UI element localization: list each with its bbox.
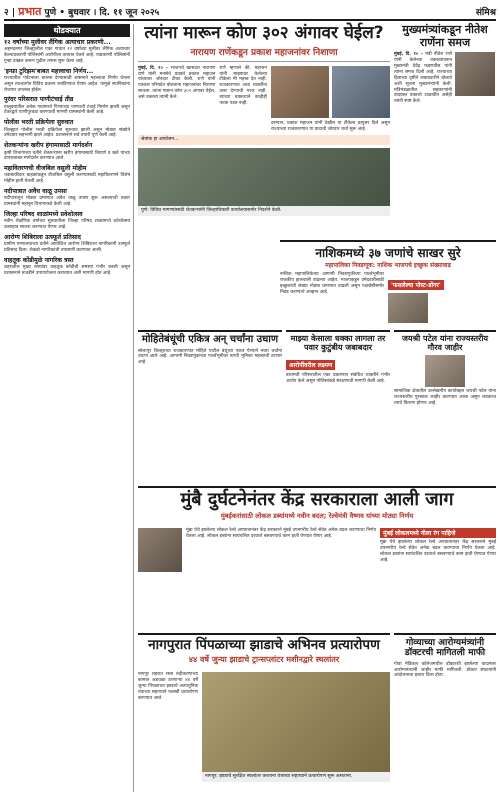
- brief-title: 'इन्फ्रा टुरिझम'बाबत महत्त्वाचा निर्णय...: [4, 67, 94, 75]
- nashik-headline[interactable]: नाशिकमध्ये ३७ जणांचे साखर सुरे: [315, 246, 461, 260]
- lead-subhead: नारायण राणेंकडून प्रकाश महाजनांवर निशाणा: [190, 47, 338, 58]
- nagpur-subhead: ४४ वर्षे जुन्या झाडाचे ट्रान्सप्लांटर मशीनद्वारे स्थलांतर: [188, 654, 340, 664]
- lead-story: [138, 24, 390, 216]
- nashik-story: [280, 240, 496, 323]
- goa-headline[interactable]: गोव्याच्या आरोग्यमंत्र्यांनी डॉक्टरची मागितली माफी: [404, 638, 486, 659]
- brief-item[interactable]: [4, 119, 130, 139]
- nagpur-caption: नागपूर: झाडाचे सुरक्षित स्थलांतर करताना यंत्राच्या सहाय्याने प्रत्यारोपण सुरू असताना.: [202, 772, 390, 782]
- lead-body-c: दरम्यान, प्रकाश महाजन यांनी देखील या टीकेला प्रत्युत्तर दिले असून राज्याच्या राजकारणात या वादाची जोरदार चर्चा सुरू आहे.: [270, 120, 390, 132]
- page-number: २: [4, 8, 9, 18]
- nagpur-body-row: [138, 672, 390, 782]
- nitesh-rane-photo: [455, 52, 495, 96]
- lead-headline[interactable]: त्यांना मारून कोण ३०२ अंगावर घेईल?: [144, 23, 384, 43]
- brief-item[interactable]: [4, 96, 130, 116]
- brief-body: शहरातील मुख्य रस्त्यांवर वाहतूक कोंडीची समस्या गंभीर बनली असून प्रशासनाने तातडीने उपाययोजना कराव्यात अशी मागणी होत आहे.: [4, 265, 130, 276]
- photo-caption: पुणे: विविध मागण्यांसाठी शेतकऱ्यांनी जिल्हाधिकारी कार्यालयासमोर निदर्शने केली.: [138, 206, 390, 216]
- brief-body: तालुक्यातील अनेक गावांमध्ये पिण्याच्या पाण्याची टंचाई निर्माण झाली असून टँकरद्वारे पाणीपुरवठा करण्याची मागणी ग्रामस्थांनी केली आहे.: [4, 104, 130, 116]
- brief-title: १२ वर्षांच्या मुलीवर लैंगिक अत्याचार प्रकरणी...: [4, 39, 111, 46]
- brief-item[interactable]: [4, 188, 130, 208]
- masthead-left: २ | प्रभात पुणे • बुधवार । दि. ११ जून २०२५: [4, 5, 160, 18]
- lead-body-a: मुंबई, दि. १० – भाजपचे खासदार नारायण राणे यांनी मनसेचे प्रवक्ते प्रकाश महाजन यांच्यावर जोरदार टीका केली. राणे यांनी पत्रकार परिषदेत बोलताना महाजनांवर निशाणा साधला. त्यांना मारून कोण ३०२ अंगावर घेईल, असे वक्तव्य त्यांनी केले.: [138, 65, 216, 101]
- ad-strip: श्रेयांक हा आयोजन...: [138, 135, 390, 145]
- threat-story: [286, 330, 390, 385]
- mumbai-body: मुंब्रा येथे झालेल्या लोकल रेल्वे अपघातानंतर केंद्र सरकारने मुंबई उपनगरीय रेल्वे सेवेत अनेक बदल करण्याचा निर्णय घेतला आहे. लोकल डब्यांना स्वयंचलित दरवाजे बसवण्याचे काम हाती घेण्यात येणार आहे.: [186, 528, 376, 539]
- brief-item[interactable]: [4, 234, 130, 254]
- briefs-list: [4, 39, 130, 277]
- brief-item[interactable]: [4, 165, 130, 185]
- nashik-body: नाशिक महापालिकेच्या आगामी निवडणुकीच्या पार्श्वभूमीवर राजकीय हालचाली वाढल्या आहेत. भाजपकडून उमेदवारीसाठी इच्छुकांची संख्या मोठ्या प्रमाणात वाढली असून पक्षश्रेष्ठींसमोर निवड करण्याचे आव्हान आहे.: [280, 272, 384, 295]
- lead-dateline: मुंबई, दि. १० –: [138, 65, 168, 71]
- brief-body: कृषी विभागाच्या वतीने शेतकऱ्यांना खरीप हंगामासाठी बियाणे व खते यांच्या वापराबाबत मार्गदर्शन करण्यात आले.: [4, 150, 130, 162]
- brief-body: ग्रामीण रुग्णालयाच्या वतीने आयोजित आरोग्य शिबिराला नागरिकांनी उत्स्फूर्त प्रतिसाद दिला. शेकडो नागरिकांची तपासणी करण्यात आली.: [4, 242, 130, 253]
- mohite-story: [138, 330, 282, 366]
- brief-item[interactable]: [4, 39, 130, 65]
- nagpur-body: नागपूर शहरात रस्ता रुंदीकरणाच्या कामात अडथळा ठरणाऱ्या ४४ वर्षे जुन्या पिंपळाच्या झाडाचे अत्याधुनिक यंत्राच्या सहाय्याने यशस्वी प्रत्यारोपण करण्यात आले.: [138, 672, 198, 701]
- farmers-protest-photo: [138, 148, 390, 206]
- goa-body: गोवा मेडिकल कॉलेजमधील डॉक्टरशी झालेल्या वादानंतर आरोग्यमंत्र्यांनी जाहीर माफी मागितली. डॉक्टर संघटनांनी आंदोलनाचा इशारा दिला होता.: [394, 661, 496, 679]
- nashik-subhead: महापालिका निवडणूक: नाशिक भाजपचे इच्छुक संख्यावाढ: [325, 262, 451, 269]
- brief-title: वाहतूक कोंडीमुळे नागरिक त्रस्त: [4, 256, 74, 264]
- mumbai-body-row: [138, 528, 496, 572]
- threat-body: बारामती परिसरातील एका प्रकरणात संबंधित व्यक्तीने गंभीर आरोप केले असून पोलिसांकडे संरक्षणाची मागणी केली आहे.: [286, 373, 390, 385]
- brief-body: नवीन शैक्षणिक वर्षाच्या सुरुवातीला जिल्हा परिषद शाळांमध्ये प्रवेशोत्सव उत्साहात साजरा करण्यात येणार आहे.: [4, 219, 130, 230]
- brief-title: नदीपात्रात अवैध वाळू उपसा: [4, 187, 67, 195]
- right-body: मुंबई, दि. १० – मंत्री नीतेश राणे यांनी केलेल्या वक्तव्यांवरून मुख्यमंत्री देवेंद्र फडणवीस यांनी त्यांना समज दिली आहे. राज्याच्या हिताच्या दृष्टीने जबाबदारीने बोलावे अशी सूचना मुख्यमंत्र्यांनी केली. मंत्रिमंडळातील सहकाऱ्यांनी वादग्रस्त वक्तव्ये टाळावीत असेही त्यांनी स्पष्ट केले.: [394, 52, 452, 105]
- nagpur-headline[interactable]: नागपुरात पिंपळाच्या झाडाचे अभिनव प्रत्यारोपण: [148, 637, 380, 653]
- dateline: पुणे • बुधवार । दि. ११ जून २०२५: [44, 8, 160, 18]
- brand-logo: प्रभात: [18, 5, 42, 18]
- mumbai-subhead: मुंबईकरांसाठी लोकल डब्यांमध्ये नवीन बदल; रेल्वेमंत्री वैष्णव यांच्या मोठ्या निर्णय: [220, 511, 414, 520]
- nashik-tag: 'फसलेल्या पोस्ट-डोंगर': [388, 280, 444, 290]
- mumbai-story: [138, 486, 496, 524]
- brief-item[interactable]: [4, 211, 130, 231]
- threat-headline[interactable]: माझ्या केसाला धक्का लागला तर पवार कुटुंबीय जबाबदार: [290, 334, 386, 353]
- brief-title: शेतकऱ्यांना खरीप हंगामासाठी मार्गदर्शन: [4, 142, 93, 150]
- briefs-header: थोडक्यात: [4, 24, 130, 37]
- mumbai-box-title: मुंबई लोकलमध्ये नीला रंग पाहिजे: [380, 528, 496, 538]
- goa-story: [394, 633, 496, 679]
- right-top-story: [394, 24, 496, 105]
- brief-body: थकबाकीदार ग्राहकांकडून वीजबिल वसुली करण्यासाठी महावितरणने विशेष मोहीम हाती घेतली आहे.: [4, 173, 130, 185]
- tree-transplant-photo: [202, 672, 390, 772]
- lead-body-b: राणे म्हणाले की, महाजन यांनी माझ्यावर केलेल्या टीकेला मी महत्त्व देत नाही. राजकारणात अशा व्यक्तींना उत्तर देण्याची गरज नाही. त्यांच्या वक्तव्याने काहीही फरक पडत नाही.: [219, 65, 267, 106]
- award-story: [394, 330, 496, 407]
- masthead: [4, 3, 496, 21]
- award-headline[interactable]: जयश्री पटेल यांना राज्यस्तरीय गौरव जाहीर: [401, 334, 489, 353]
- vaishnav-photo: [138, 528, 182, 572]
- brief-title: जिल्हा परिषद शाळांमध्ये प्रवेशोत्सव: [4, 210, 83, 218]
- brief-title: महावितरणची वीजबिल वसुली मोहीम: [4, 165, 87, 172]
- threat-tag: आरोपींवरील लक्ष्मण: [286, 360, 335, 370]
- award-body: सामाजिक क्षेत्रातील उल्लेखनीय कार्याबद्दल जयश्री पटेल यांना राज्यस्तरीय पुरस्कार जाहीर करण्यात आला असून लवकरच त्याचे वितरण होणार आहे.: [394, 389, 496, 407]
- brief-title: पोलीस भरती प्रक्रियेला सुरुवात: [4, 119, 74, 127]
- nagpur-story: [138, 633, 390, 665]
- section-name: संमिश्र: [475, 8, 496, 18]
- brief-body: राज्यातील पर्यटनाला चालना देण्यासाठी शासनाने महत्त्वाचा निर्णय घेतला असून त्याअंतर्गत विविध प्रकल्प राबविण्यात येणार आहेत. यामुळे स्थानिकांना रोजगार उपलब्ध होईल.: [4, 76, 130, 93]
- nashik-photo: [388, 293, 428, 323]
- brief-title: पुरंदर परिसरात पाणीटंचाई तीव्र: [4, 96, 74, 104]
- brief-body: अहमदनगर जिल्ह्यातील एका गावात १२ वर्षांच्या मुलीवर लैंगिक अत्याचार केल्याप्रकरणी पोलिसांनी आरोपीला ताब्यात घेतले आहे. याप्रकरणी पोलिसांनी गुन्हा दाखल करून पुढील तपास सुरू केला आहे.: [4, 47, 130, 64]
- mohite-headline[interactable]: मोहितेबंधूंची एकित्र अन् चर्चांना उधाण: [141, 334, 279, 345]
- brief-item[interactable]: [4, 142, 130, 162]
- brief-title: आरोग्य शिबिराला उत्स्फूर्त प्रतिसाद: [4, 233, 81, 241]
- mumbai-box-body: मुंब्रा येथे झालेल्या लोकल रेल्वे अपघातानंतर केंद्र सरकारने मुंबई उपनगरीय रेल्वे सेवेत अनेक बदल करण्याचा निर्णय घेतला आहे. लोकल डब्यांना स्वयंचलित दरवाजे बसवण्याचे काम हाती घेण्यात येणार आहे.: [380, 540, 496, 563]
- brief-item[interactable]: [4, 257, 130, 277]
- mumbai-headline[interactable]: मुंबै दुर्घटनेनंतर केंद्र सरकाराला आली जाग: [180, 489, 454, 510]
- mohite-body: सोलापूर जिल्ह्याच्या राजकारणात मोहिते पाटील बंधूंच्या एकत्र येण्याने नव्या चर्चांना उधाण आले आहे. आगामी निवडणुकांच्या पार्श्वभूमीवर त्यांची भूमिका महत्त्वाची ठरणार आहे.: [138, 348, 282, 366]
- rane-photo: [271, 66, 329, 118]
- brief-item[interactable]: [4, 68, 130, 94]
- mahajan-photo: [332, 66, 390, 118]
- brief-body: नदीपात्रातून मोठ्या प्रमाणात अवैध वाळू उपसा सुरू असल्याची तक्रार ग्रामस्थांनी महसूल विभागाकडे केली आहे.: [4, 196, 130, 208]
- left-briefs-column: [4, 24, 134, 792]
- brief-body: जिल्ह्यात पोलीस भरती प्रक्रियेला सुरुवात झाली असून मोठ्या संख्येने उमेदवार सहभागी झाले आहेत. प्रशासनाने सर्व तयारी पूर्ण केली आहे.: [4, 127, 130, 139]
- right-headline[interactable]: मुख्यमंत्र्यांकडून नीतेश राणेंना समज: [402, 23, 488, 49]
- award-photo: [425, 355, 465, 387]
